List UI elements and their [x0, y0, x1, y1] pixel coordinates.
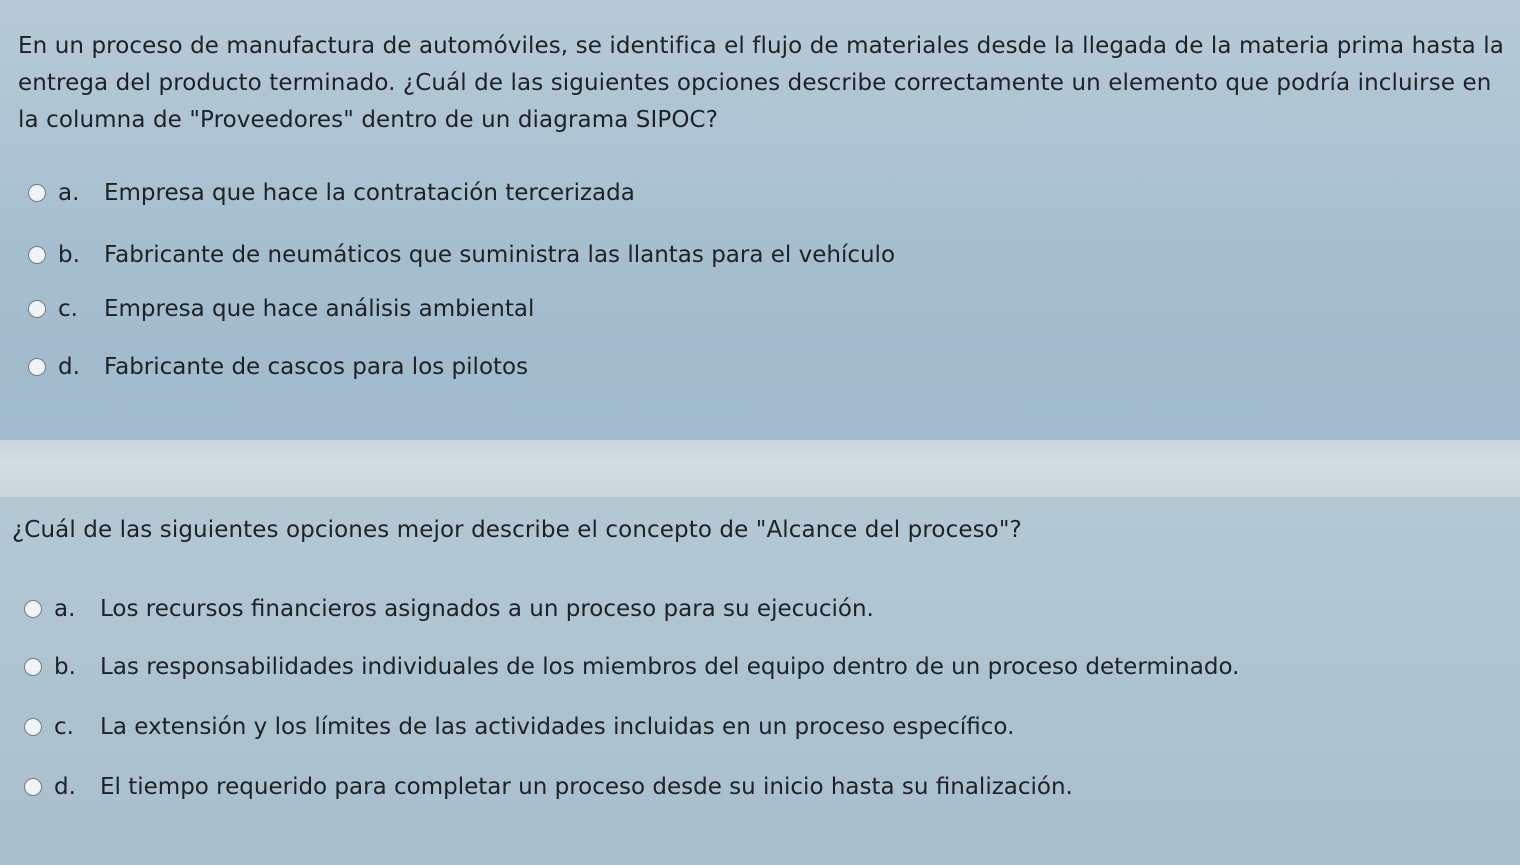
radio-button[interactable]: [28, 184, 46, 202]
option-letter: b.: [58, 242, 80, 268]
option-letter: b.: [54, 654, 76, 680]
q1-option-d[interactable]: [28, 354, 528, 380]
q2-option-a[interactable]: [24, 596, 874, 622]
question-separator: [0, 440, 1520, 497]
option-letter: c.: [54, 714, 74, 740]
radio-button[interactable]: [28, 246, 46, 264]
q1-option-c[interactable]: [28, 296, 534, 322]
radio-button[interactable]: [24, 600, 42, 618]
option-label: Los recursos financieros asignados a un proceso para su ejecución.: [100, 596, 874, 622]
radio-button[interactable]: [28, 300, 46, 318]
option-label: El tiempo requerido para completar un proceso desde su inicio hasta su finalización.: [100, 774, 1073, 800]
radio-button[interactable]: [24, 658, 42, 676]
option-label: Empresa que hace la contratación tercerizada: [104, 180, 635, 206]
radio-button[interactable]: [24, 778, 42, 796]
option-label: Empresa que hace análisis ambiental: [104, 296, 535, 322]
radio-button[interactable]: [28, 358, 46, 376]
question-1-text: En un proceso de manufactura de automóviles, se identifica el flujo de materiales desde la llegada de la materia prima hasta la entrega del producto terminado. ¿Cuál de las siguientes opciones describe correctamente un elemento que podría incluirse en la columna de "Proveedores" dentro de un diagrama SIPOC?: [18, 33, 1504, 133]
question-2-text: ¿Cuál de las siguientes opciones mejor describe el concepto de "Alcance del proceso"?: [12, 517, 1022, 543]
question-2-card: [0, 497, 1520, 865]
q1-option-a[interactable]: [28, 180, 635, 206]
option-letter: d.: [58, 354, 80, 380]
q2-option-c[interactable]: [24, 714, 1014, 740]
radio-button[interactable]: [24, 718, 42, 736]
option-letter: a.: [54, 596, 76, 622]
option-label: La extensión y los límites de las actividades incluidas en un proceso específico.: [100, 714, 1015, 740]
q1-option-b[interactable]: [28, 242, 895, 268]
q2-option-b[interactable]: [24, 654, 1239, 680]
option-letter: c.: [58, 296, 78, 322]
option-label: Fabricante de neumáticos que suministra las llantas para el vehículo: [104, 242, 896, 268]
option-label: Las responsabilidades individuales de los miembros del equipo dentro de un proceso determinado.: [100, 654, 1240, 680]
q2-option-d[interactable]: [24, 774, 1073, 800]
option-letter: d.: [54, 774, 76, 800]
option-label: Fabricante de cascos para los pilotos: [104, 354, 529, 380]
option-letter: a.: [58, 180, 80, 206]
